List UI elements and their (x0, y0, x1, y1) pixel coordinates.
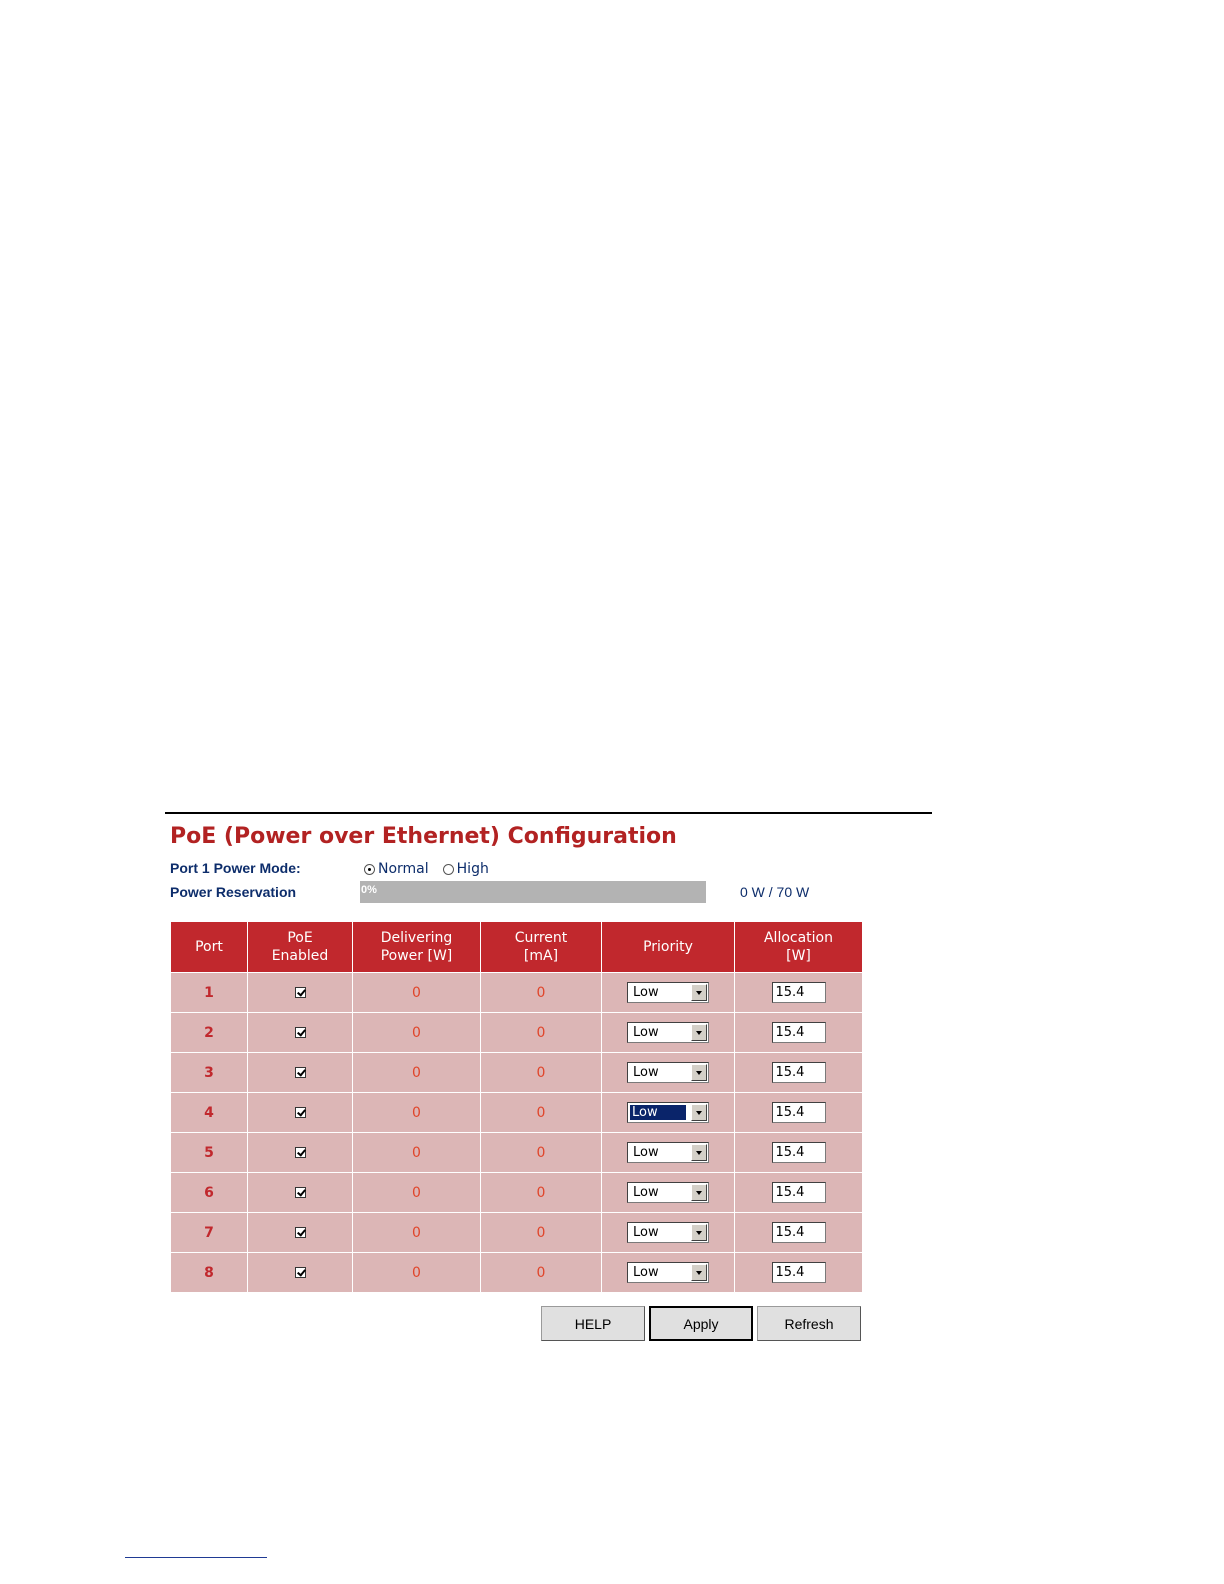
chevron-down-icon[interactable] (691, 984, 707, 1001)
allocation-input[interactable]: 15.4 (772, 1182, 826, 1203)
port-number: 1 (204, 984, 214, 1001)
header-current: Current [mA] (481, 922, 602, 973)
header-poe-enabled: PoE Enabled (248, 922, 353, 973)
poe-enabled-checkbox[interactable] (295, 1067, 306, 1078)
port-number: 8 (204, 1264, 214, 1281)
chevron-down-icon[interactable] (691, 1064, 707, 1081)
power-reservation-percent: 0% (361, 884, 377, 896)
table-row (171, 1253, 863, 1293)
poe-enabled-checkbox[interactable] (295, 1267, 306, 1278)
header-allocation: Allocation [W] (735, 922, 863, 973)
current-value: 0 (536, 984, 546, 1001)
priority-select[interactable] (627, 1022, 709, 1043)
priority-select[interactable] (627, 1142, 709, 1163)
allocation-input[interactable]: 15.4 (772, 1222, 826, 1243)
current-value: 0 (536, 1184, 546, 1201)
delivering-power-value: 0 (412, 1024, 421, 1041)
delivering-power-value: 0 (412, 1064, 421, 1081)
port-number: 6 (204, 1184, 214, 1201)
power-mode-normal-label: Normal (378, 861, 429, 877)
header-port: Port (171, 922, 248, 973)
power-reservation-label: Power Reservation (170, 884, 297, 900)
footnote-divider (125, 1557, 267, 1558)
chevron-down-icon[interactable] (691, 1104, 707, 1121)
priority-selected-value: Low (633, 1065, 659, 1080)
delivering-power-value: 0 (412, 984, 421, 1001)
help-button[interactable]: HELP (541, 1306, 645, 1341)
chevron-down-icon[interactable] (691, 1224, 707, 1241)
allocation-input[interactable]: 15.4 (772, 1262, 826, 1283)
allocation-input[interactable]: 15.4 (772, 1022, 826, 1043)
top-divider (165, 812, 932, 814)
delivering-power-value: 0 (412, 1224, 421, 1241)
table-header-row (171, 922, 863, 973)
poe-enabled-checkbox[interactable] (295, 1187, 306, 1198)
power-mode-label: Port 1 Power Mode: (170, 860, 301, 876)
priority-selected-value: Low (633, 1145, 659, 1160)
priority-select[interactable] (627, 1102, 709, 1123)
chevron-down-icon[interactable] (691, 1264, 707, 1281)
power-reservation-total: 0 W / 70 W (740, 884, 810, 900)
port-number: 5 (204, 1144, 214, 1161)
power-mode-high-label: High (456, 861, 489, 877)
port-number: 2 (204, 1024, 214, 1041)
delivering-power-value: 0 (412, 1264, 421, 1281)
table-row (171, 1133, 863, 1173)
priority-select[interactable] (627, 1062, 709, 1083)
allocation-input[interactable]: 15.4 (772, 1102, 826, 1123)
priority-selected-value: Low (633, 985, 659, 1000)
table-row (171, 1213, 863, 1253)
poe-enabled-checkbox[interactable] (295, 1147, 306, 1158)
current-value: 0 (536, 1144, 546, 1161)
power-mode-options (364, 861, 503, 877)
current-value: 0 (536, 1064, 546, 1081)
priority-select[interactable] (627, 1222, 709, 1243)
current-value: 0 (536, 1104, 546, 1121)
header-priority: Priority (602, 922, 735, 973)
port-number: 3 (204, 1064, 214, 1081)
allocation-input[interactable]: 15.4 (772, 1142, 826, 1163)
poe-port-table (170, 922, 863, 1293)
delivering-power-value: 0 (412, 1184, 421, 1201)
power-mode-high-option[interactable] (443, 861, 489, 877)
chevron-down-icon[interactable] (691, 1024, 707, 1041)
port-number: 4 (204, 1104, 214, 1121)
priority-select[interactable] (627, 1182, 709, 1203)
table-row (171, 1053, 863, 1093)
priority-select[interactable] (627, 1262, 709, 1283)
table-row (171, 1013, 863, 1053)
current-value: 0 (536, 1224, 546, 1241)
poe-enabled-checkbox[interactable] (295, 1107, 306, 1118)
page-title: PoE (Power over Ethernet) Configuration (170, 824, 677, 849)
allocation-input[interactable]: 15.4 (772, 1062, 826, 1083)
poe-enabled-checkbox[interactable] (295, 1227, 306, 1238)
header-delivering-power: Delivering Power [W] (353, 922, 481, 973)
priority-selected-value: Low (633, 1185, 659, 1200)
power-mode-high-radio[interactable] (443, 864, 454, 875)
table-row (171, 1173, 863, 1213)
delivering-power-value: 0 (412, 1144, 421, 1161)
power-mode-normal-radio[interactable] (364, 864, 375, 875)
action-buttons (541, 1306, 865, 1341)
priority-selected-value: Low (633, 1025, 659, 1040)
allocation-input[interactable]: 15.4 (772, 982, 826, 1003)
priority-selected-value: Low (630, 1105, 686, 1120)
chevron-down-icon[interactable] (691, 1144, 707, 1161)
apply-button[interactable]: Apply (649, 1306, 753, 1341)
power-mode-normal-option[interactable] (364, 861, 429, 877)
priority-selected-value: Low (633, 1265, 659, 1280)
poe-enabled-checkbox[interactable] (295, 987, 306, 998)
priority-select[interactable] (627, 982, 709, 1003)
chevron-down-icon[interactable] (691, 1184, 707, 1201)
refresh-button[interactable]: Refresh (757, 1306, 861, 1341)
delivering-power-value: 0 (412, 1104, 421, 1121)
table-row (171, 1093, 863, 1133)
priority-selected-value: Low (633, 1225, 659, 1240)
port-number: 7 (204, 1224, 214, 1241)
table-row (171, 973, 863, 1013)
current-value: 0 (536, 1024, 546, 1041)
power-reservation-bar (360, 881, 706, 903)
current-value: 0 (536, 1264, 546, 1281)
poe-enabled-checkbox[interactable] (295, 1027, 306, 1038)
